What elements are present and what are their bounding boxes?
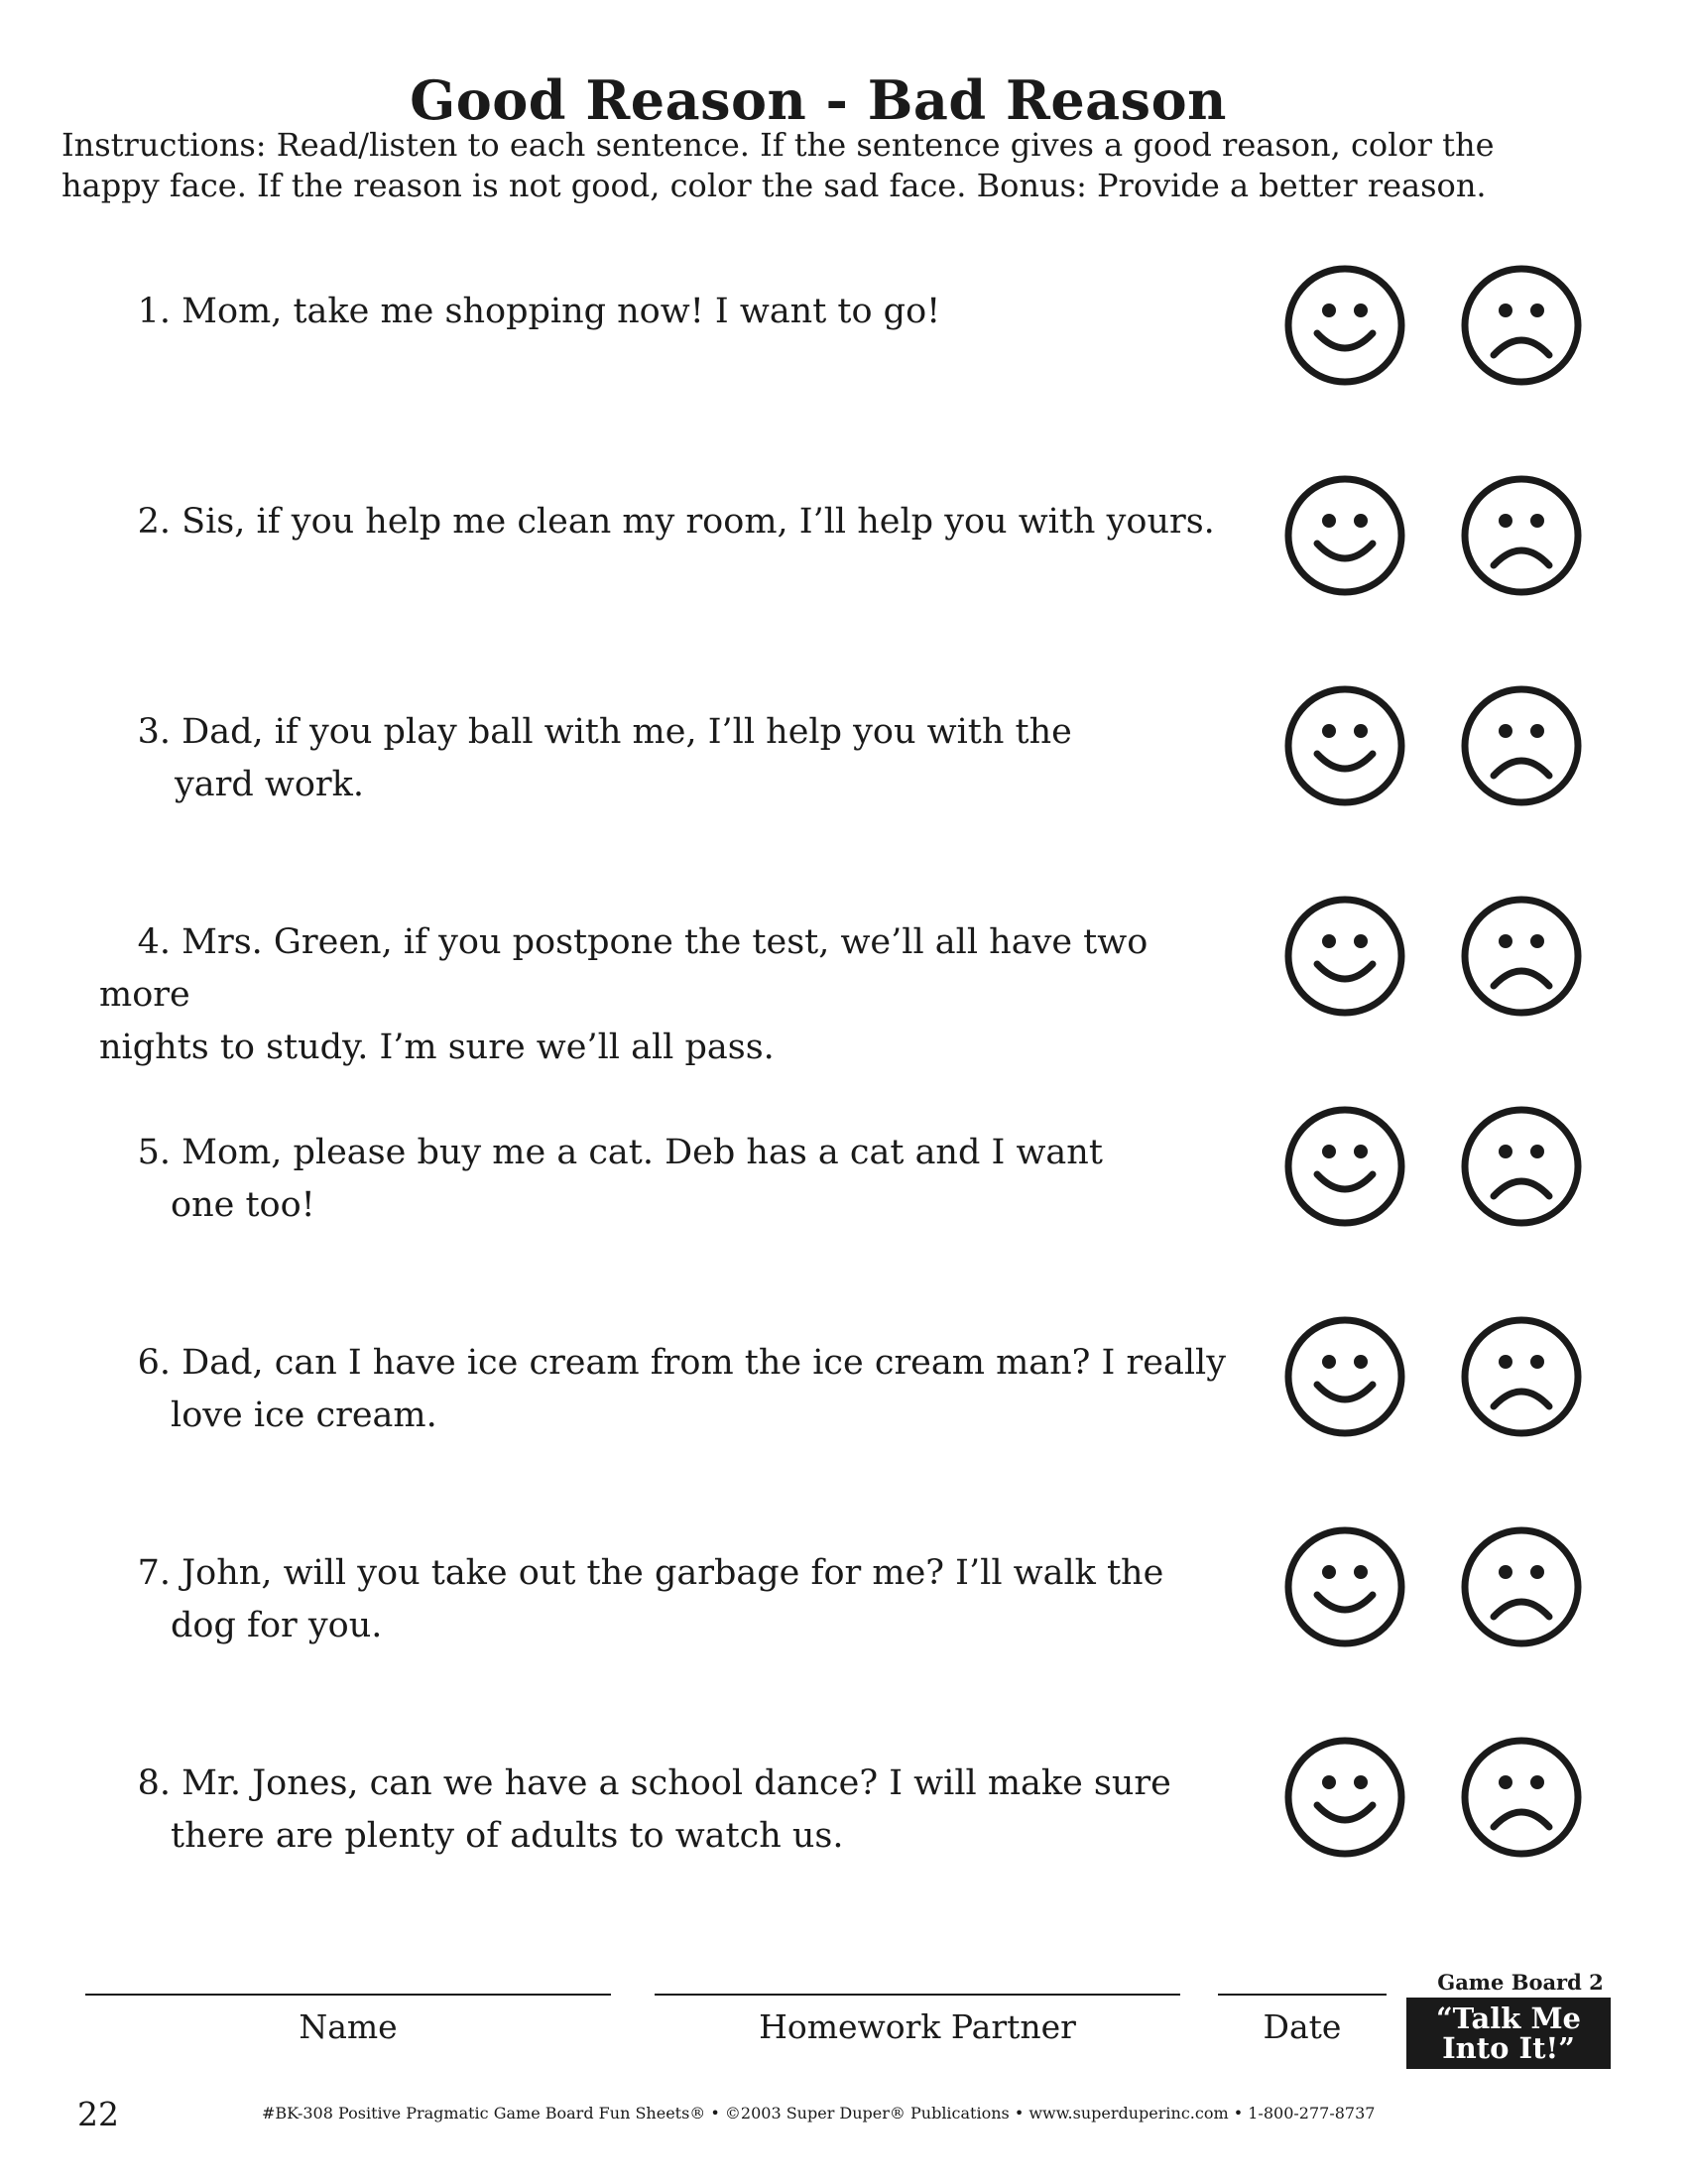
sentence-item-2 <box>0 474 1693 633</box>
instructions-line-1: Instructions: Read/listen to each sentence. If the sentence gives a good reason, color the <box>61 126 1495 164</box>
sentence-line-2: there are plenty of adults to watch us. <box>171 1816 844 1856</box>
sentence-item-8 <box>0 1736 1693 1894</box>
item-number: 8. <box>137 1763 171 1803</box>
happy-face-icon[interactable] <box>1283 264 1406 387</box>
instructions <box>61 125 1609 206</box>
game-board-label: Game Board 2 <box>1437 1970 1604 1995</box>
homework-partner-line[interactable] <box>655 1994 1180 1996</box>
item-number: 2. <box>137 502 171 542</box>
happy-face-icon[interactable] <box>1283 895 1406 1018</box>
sentence-line-1: Dad, if you play ball with me, I’ll help you with the <box>181 712 1072 752</box>
sad-face-icon[interactable] <box>1460 1315 1583 1438</box>
item-number: 1. <box>137 292 171 331</box>
sentence-line-2: yard work. <box>175 765 364 804</box>
happy-face-icon[interactable] <box>1283 1105 1406 1228</box>
sentence-text <box>99 1337 1250 1442</box>
happy-face-icon[interactable] <box>1283 1315 1406 1438</box>
page-title: Good Reason - Bad Reason <box>410 68 1227 132</box>
sentence-line-1: Mr. Jones, can we have a school dance? I will make sure <box>181 1763 1171 1803</box>
sad-face-icon[interactable] <box>1460 1525 1583 1648</box>
sentence-item-1 <box>0 264 1693 423</box>
happy-face-icon[interactable] <box>1283 684 1406 807</box>
happy-face-icon[interactable] <box>1283 474 1406 597</box>
badge-line-2: Into It!” <box>1442 2031 1575 2065</box>
sentence-item-3 <box>0 684 1693 843</box>
sad-face-icon[interactable] <box>1460 684 1583 807</box>
name-line[interactable] <box>85 1994 611 1996</box>
sentence-item-4 <box>0 895 1693 1067</box>
date-line[interactable] <box>1218 1994 1387 1996</box>
item-number: 4. <box>137 922 171 962</box>
sentence-line-2: dog for you. <box>171 1606 383 1645</box>
sentence-item-7 <box>0 1525 1693 1684</box>
sad-face-icon[interactable] <box>1460 474 1583 597</box>
footer-credits: #BK-308 Positive Pragmatic Game Board Fun Sheets® • ©2003 Super Duper® Publications • www.superduperinc.com • 1-800-277-8737 <box>262 2104 1376 2123</box>
badge-line-1: “Talk Me <box>1435 2002 1582 2035</box>
sentence-text <box>99 1547 1250 1652</box>
item-number: 5. <box>137 1133 171 1172</box>
sentence-line-1: John, will you take out the garbage for me? I’ll walk the <box>181 1553 1164 1593</box>
sentence-item-6 <box>0 1315 1693 1474</box>
sentence-line-2: nights to study. I’m sure we’ll all pass. <box>99 1028 775 1067</box>
sentence-text <box>99 286 1250 338</box>
sentence-text <box>99 706 1250 811</box>
sad-face-icon[interactable] <box>1460 1105 1583 1228</box>
sentence-text <box>99 916 1250 1074</box>
item-number: 6. <box>137 1343 171 1383</box>
sentence-line-1: Mrs. Green, if you postpone the test, we’ll all have two more <box>99 922 1149 1015</box>
happy-face-icon[interactable] <box>1283 1525 1406 1648</box>
item-number: 3. <box>137 712 171 752</box>
sentence-line-1: Mom, take me shopping now! I want to go! <box>181 292 941 331</box>
sad-face-icon[interactable] <box>1460 895 1583 1018</box>
page-number: 22 <box>77 2095 119 2133</box>
sentence-item-5 <box>0 1105 1693 1264</box>
date-label: Date <box>1263 2007 1342 2046</box>
sentence-text <box>99 1127 1250 1232</box>
happy-face-icon[interactable] <box>1283 1736 1406 1859</box>
sad-face-icon[interactable] <box>1460 1736 1583 1859</box>
sentence-text <box>99 1758 1250 1863</box>
sad-face-icon[interactable] <box>1460 264 1583 387</box>
sentence-line-1: Dad, can I have ice cream from the ice cream man? I really <box>181 1343 1226 1383</box>
sentence-line-1: Sis, if you help me clean my room, I’ll help you with yours. <box>181 502 1215 542</box>
sentence-line-2: love ice cream. <box>171 1395 437 1435</box>
homework-partner-label: Homework Partner <box>759 2007 1076 2046</box>
sentence-text <box>99 496 1250 548</box>
name-label: Name <box>299 2007 398 2046</box>
instructions-line-2: happy face. If the reason is not good, color the sad face. Bonus: Provide a better reason. <box>61 167 1487 204</box>
item-number: 7. <box>137 1553 171 1593</box>
sentence-line-2: one too! <box>171 1185 315 1225</box>
sentence-line-1: Mom, please buy me a cat. Deb has a cat and I want <box>181 1133 1103 1172</box>
talk-me-into-it-badge <box>1406 1998 1611 2069</box>
